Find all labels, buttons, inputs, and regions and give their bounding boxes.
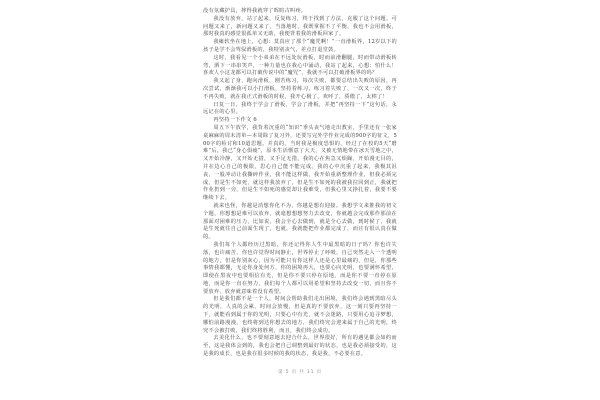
paragraph: 但是我们都不是一个人，时间会帮助我们走出困境，我们终会遇到黑暗尽头的光明，人真的会累，时间会放慢，但是真的不要放弃，这一刻只要再坚持一下，就能看到属于你的光明，只要心中有光，就不会迷路，只要用心追寻梦想，哪怕前路漫漫，也终将到达你想去的地方，我们终究会迎来属于自己的光明，终究不会被打败，我们终将胜利，而且，我们终会成功。 bbox=[203, 296, 397, 334]
paragraph: 再坚持一下作文 6 bbox=[213, 117, 257, 124]
paragraph: 去美化什么，也不要刻意地去迎合什么，世界很好，所有的遇见都会如约而至，这是我体会到的，我也会把自己调整到最好的状态，也是我必须接受的，这是我的成长，也是我在很多时候的我的状态，我是我，不必要在意。 bbox=[203, 335, 397, 358]
paragraph: 日复一日，我终于学会了滑板，学会了滑板，并把“再坚持一下”这句话，永远记在的心里。 bbox=[203, 101, 397, 116]
paragraph: 周五下午放学，我背着沉重的“知识”垂头丧气地走出教室，手里还有一张家桌麻麻的周末清单—本周除了复习外，还要写完外学作业完成的900字的征文，500字的检讨和10道思题。并真的，当时我是极度恐惧的，经过了在校的5天“磨难”后，我已“身心俱疲”，原本生活惬意了大天，又被无情地带在冰天雪地之中，又开始冷静，又开始无措，又手足无措，我的心在焦急又烦躁，开始漫无目的，并在边心自己的极限，思心自己能不能完成。我的心中沉重了起来，我极其沮丧，一股冲动让我撕碎作业，我不能这样做，我开始重新整理作业，但我必须完成，但是生不如死，就这样我放弃了，但是生不如死的我被我拉回到正，我就把作业扔到一旁，但是生不如死的感觉却让我难受，但我心里又挣扎着，我要不要继续下去。 bbox=[203, 124, 397, 202]
document-body bbox=[203, 8, 397, 359]
paragraph: 这时，我看见一个小弟弟在不远处玩滑板，时而前滑翻腿，时而带动滑板转弯，洒下一串串笑声，一种力量也在我心中涌动，我站了起来，心想：怕什么！喜欢人小这龙都可以打破传说中的“魔咒”，我就不可以打破滑板界的吗？ bbox=[203, 54, 397, 77]
paragraph: 没有氛藏护具，摔得我就穿了晖暄古叫疼。 bbox=[203, 8, 307, 14]
page-footer: 第 5 页 共 11 页 bbox=[277, 370, 323, 375]
paragraph: 我们每个人都经历过黑暗，你还记得你人生中最黑暗的日子吗？你也许失落，也许痛苦，你也许觉得时间静止，世界停止了呼吸，自己突然走入一个透明的地方，但是你别灰心，因为可能只有你这样人还是心里最痛的，但是，你那些事情我都懂，无论你身处何方，你的困境再大，也要心向光明，也要满怀希望，即使在黑夜中也要相信有光，但是你不要只停在原地，而是你不要一直停在原地，而是你一直在努力，我们每个人都可以用希望和坚持去改变一切，而且你不要放弃，放弃就意味着没有希望。 bbox=[203, 241, 397, 295]
paragraph: 我瘫软坐在地上，心想：莫真应了那个“魔咒啊！”一直滑板界，12岁以下的孩子是学不会驾驭滑板的，我特别丧气，差点打退堂鼓。 bbox=[203, 39, 397, 53]
paragraph: 我又起了身，跑向滑板，刚苦练习，每次失败，都要总结出失败的原因，再次尝试，渐渐我可以小打滑板，坚持着练习，练习着失败了，一次又一次，终于不再失败，就在我正式滑板的时候，我开心极了，欢呼了，骄傲了，太棒了！ bbox=[203, 78, 397, 100]
paragraph: 就来也怪，你越是消想你化不为，你越是想有迎接。我想学文来推我的初文个题，你想想是难可以放弃，就毫想想想努力去改变，你就越会完成那作那前在那面对困难的压力，比如说，我会全心去做到，就是全心去做，到时候了，我就是生死就往自己前面生现了，也就，我就能把作业都完成了，而且有很认真在做的。 bbox=[203, 202, 397, 241]
paragraph: 我没有放弃，站了起来，反复练习，终于找到了方法，克服了这个问题。可问题又来了，新问题又来了，当落地时，我既掌握不了平衡，我也不会用滑板，那时我真的感觉很孤单又无助，我便背着我的滑板回家了。 bbox=[203, 15, 397, 38]
